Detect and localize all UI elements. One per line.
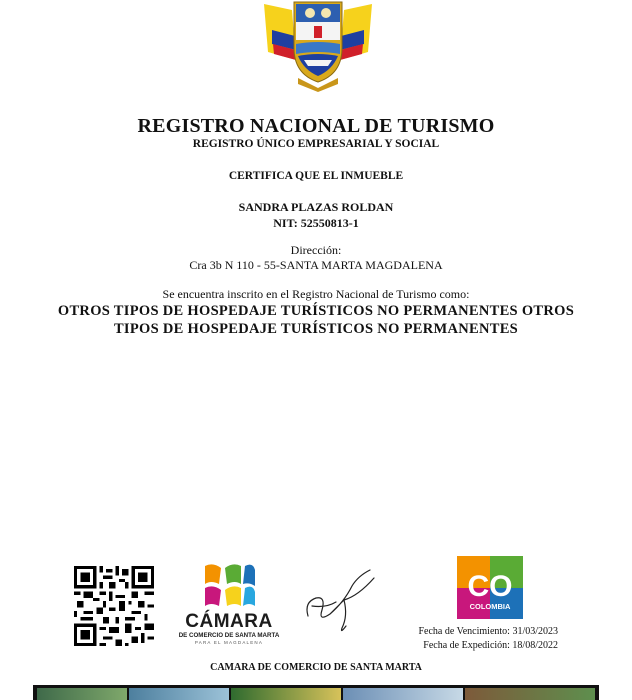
certifies-heading: CERTIFICA QUE EL INMUEBLE — [228, 170, 404, 182]
co-word: CO — [467, 570, 513, 603]
photo-segment — [231, 688, 341, 700]
issuer-footer: CAMARA DE COMERCIO DE SANTA MARTA — [210, 662, 422, 673]
registered-text: Se encuentra inscrito en el Registro Nacional de Turismo como: — [162, 287, 470, 301]
colombia-co-logo-icon — [457, 556, 523, 619]
photo-strip — [33, 685, 599, 700]
photo-segment — [37, 688, 127, 700]
address-label: Dirección: — [290, 243, 342, 257]
holder-name: SANDRA PLAZAS ROLDAN — [238, 200, 394, 214]
camara-word: CÁMARA — [185, 611, 273, 632]
holder-nit: NIT: 52550813-1 — [273, 216, 359, 230]
colombia-word: COLOMBIA — [469, 602, 511, 611]
issue-date: Fecha de Expedición: 18/08/2022 — [423, 640, 558, 651]
camara-subtitle: DE COMERCIO DE SANTA MARTA — [178, 632, 280, 639]
page-title: REGISTRO NACIONAL DE TURISMO — [137, 115, 495, 137]
qr-code-icon[interactable] — [74, 566, 154, 646]
tourism-category: OTROS TIPOS DE HOSPEDAJE TURÍSTICOS NO PERMANENTES OTROS TIPOS DE HOSPEDAJE TURÍSTICOS NO PERMANENTES — [57, 303, 575, 337]
photo-segment — [129, 688, 229, 700]
photo-segment — [465, 688, 595, 700]
camara-tagline: PARA EL MAGDALENA — [194, 640, 264, 645]
photo-segment — [343, 688, 463, 700]
signature-icon — [300, 566, 382, 636]
expiry-date: Fecha de Vencimiento: 31/03/2023 — [418, 626, 558, 637]
page-subtitle: REGISTRO ÚNICO EMPRESARIAL Y SOCIAL — [192, 138, 440, 150]
coat-of-arms-icon — [258, 0, 378, 92]
address-value: Cra 3b N 110 - 55-SANTA MARTA MAGDALENA — [189, 258, 443, 272]
